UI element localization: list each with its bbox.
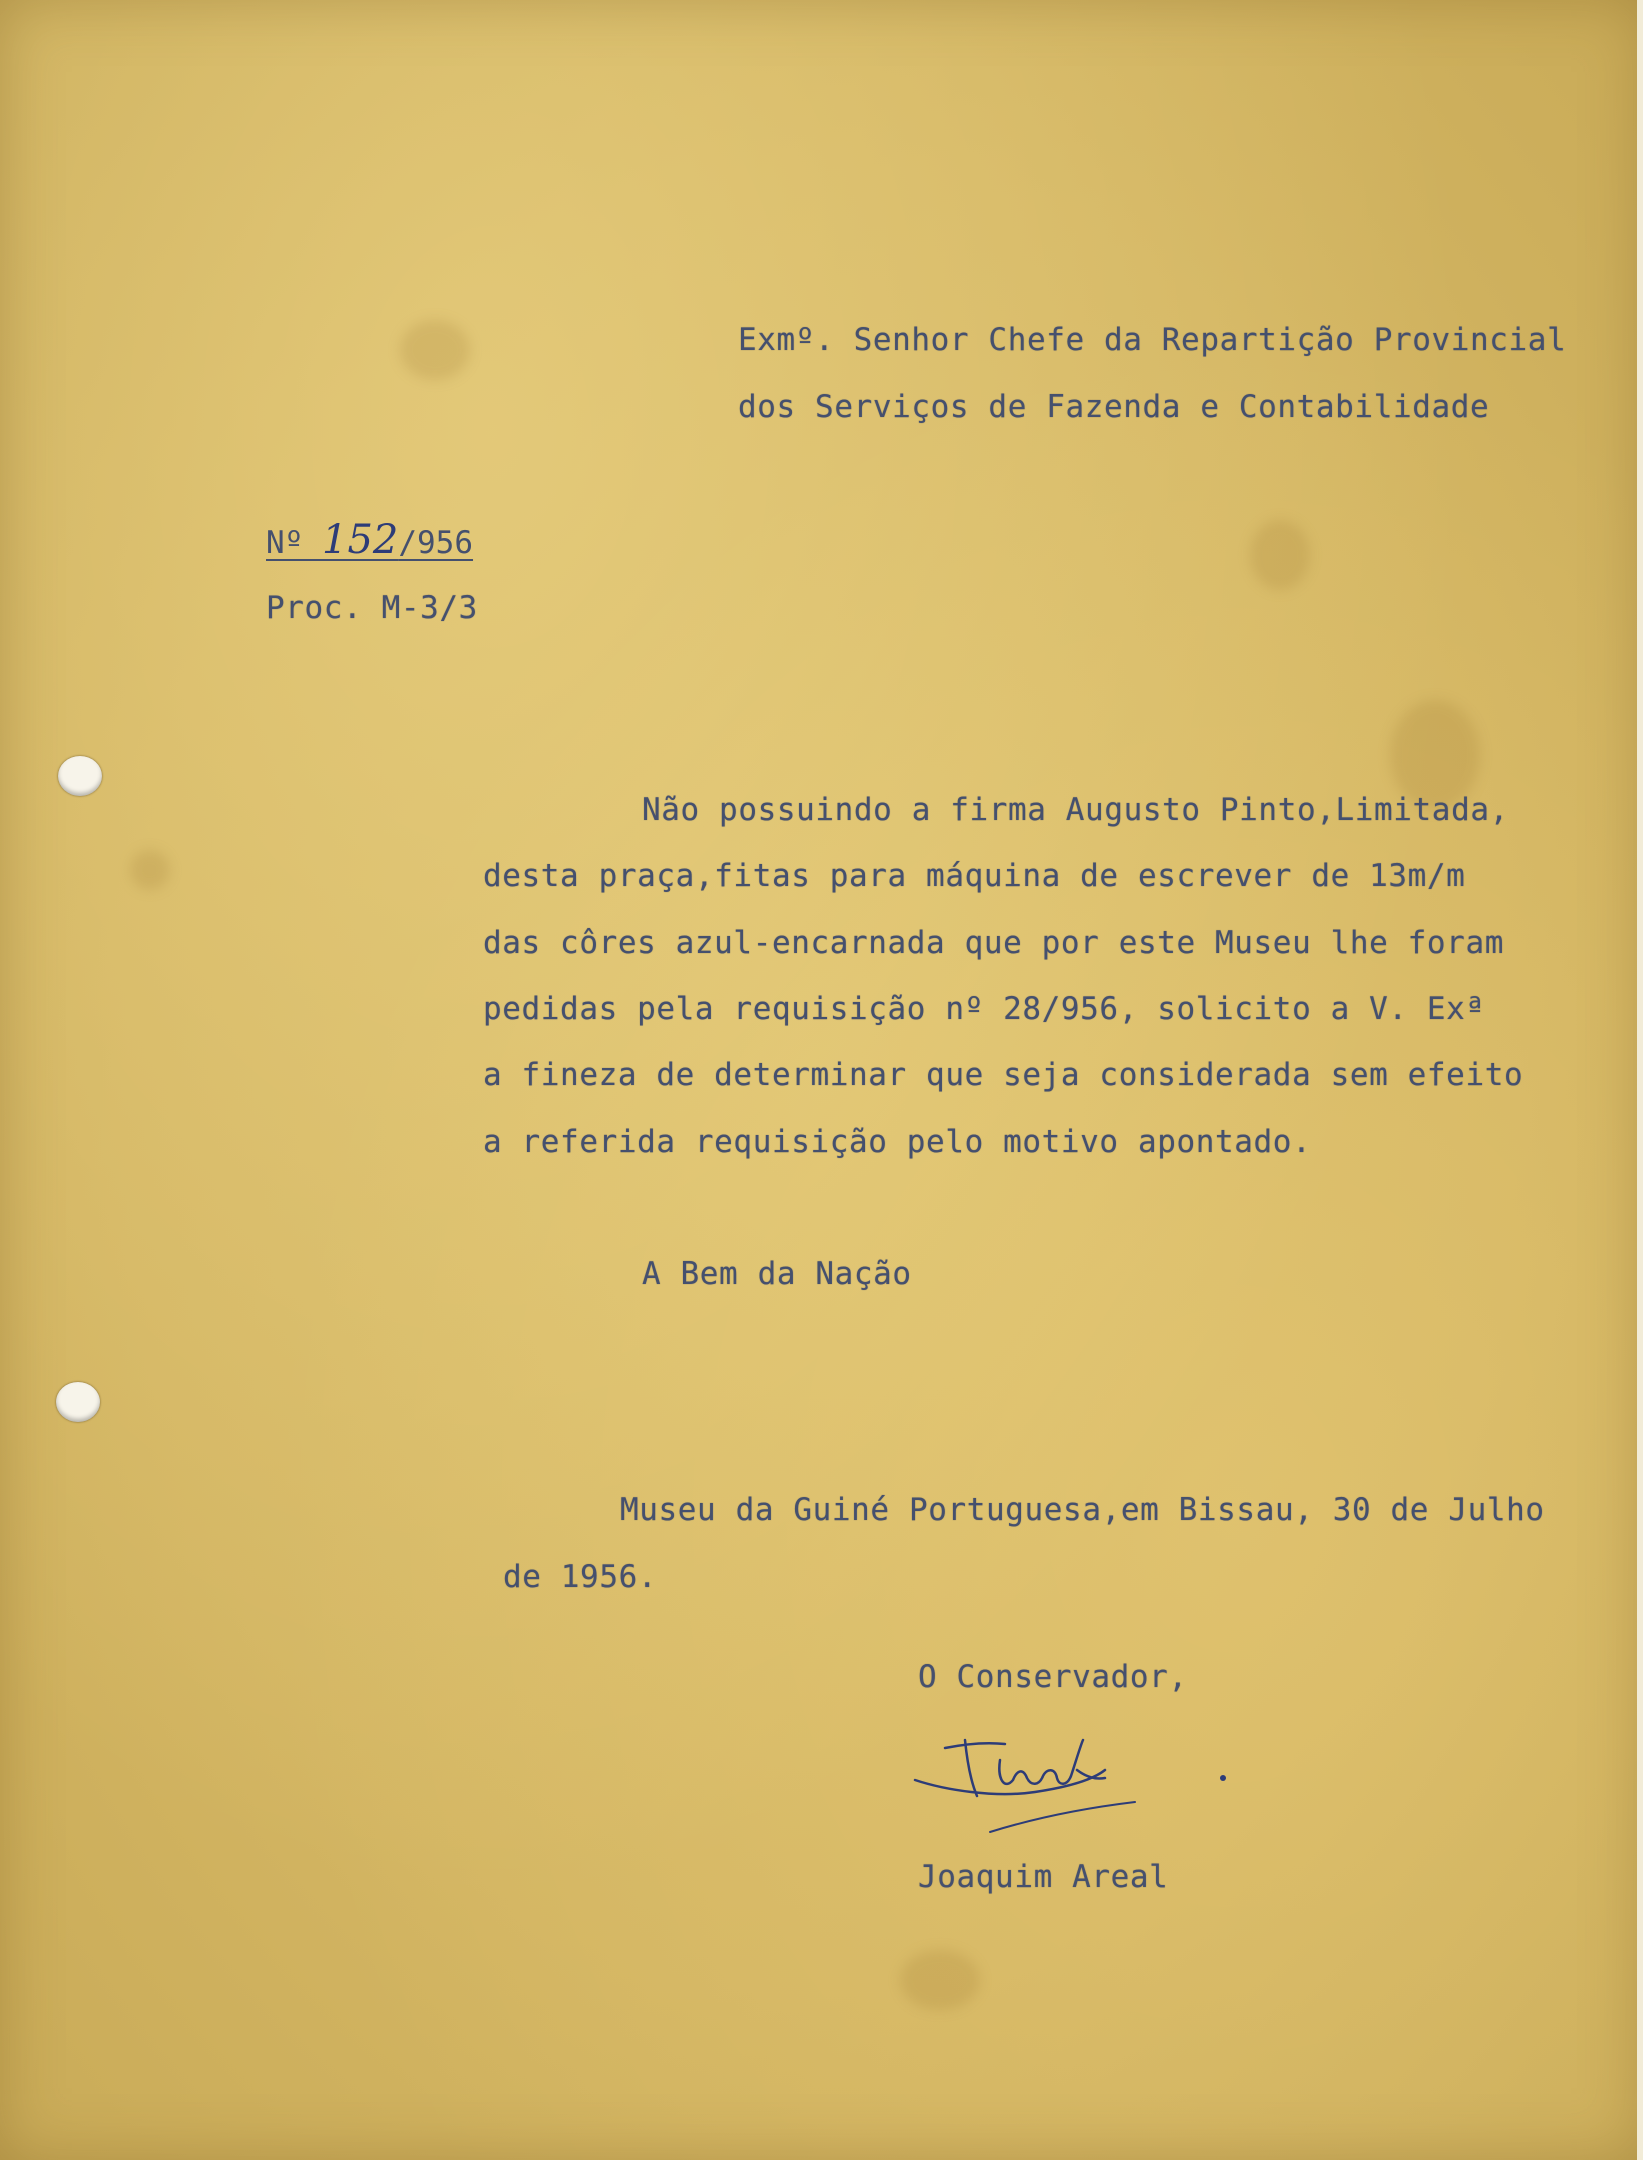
paper-stain (1250, 520, 1310, 590)
paper-stain (130, 850, 170, 890)
closing-salutation: A Bem da Nação (642, 1256, 912, 1292)
body-line-4: pedidas pela requisição nº 28/956, solicito a V. Exª (483, 991, 1485, 1027)
body-line-6: a referida requisição pelo motivo apontado. (483, 1124, 1312, 1160)
paper-stain (900, 1950, 980, 2010)
paper-edge (1637, 0, 1643, 2160)
reference-number (266, 517, 474, 563)
addressee-line-1: Exmº. Senhor Chefe da Repartição Provincial (738, 322, 1567, 358)
signatory-title: O Conservador, (918, 1659, 1188, 1695)
reference-handwritten-number: 152 (322, 517, 399, 563)
place-date-line-2: de 1956. (503, 1559, 658, 1595)
punch-hole-bottom (56, 1382, 100, 1422)
body-line-2: desta praça,fitas para máquina de escrever de 13m/m (483, 858, 1466, 894)
body-line-1: Não possuindo a firma Augusto Pinto,Limitada, (642, 792, 1509, 828)
reference-year: /956 (398, 525, 474, 561)
addressee-line-2: dos Serviços de Fazenda e Contabilidade (738, 389, 1490, 425)
body-line-3: das côres azul-encarnada que por este Museu lhe foram (483, 925, 1504, 961)
body-line-5: a fineza de determinar que seja considerada sem efeito (483, 1057, 1524, 1093)
process-number: Proc. M-3/3 (266, 590, 478, 626)
reference-prefix: Nº (266, 525, 322, 561)
paper-stain (400, 320, 470, 380)
place-date-line-1: Museu da Guiné Portuguesa,em Bissau, 30 de Julho (620, 1492, 1545, 1528)
punch-hole-top (58, 756, 102, 796)
handwritten-signature (905, 1720, 1245, 1850)
signatory-name: Joaquim Areal (918, 1859, 1169, 1895)
